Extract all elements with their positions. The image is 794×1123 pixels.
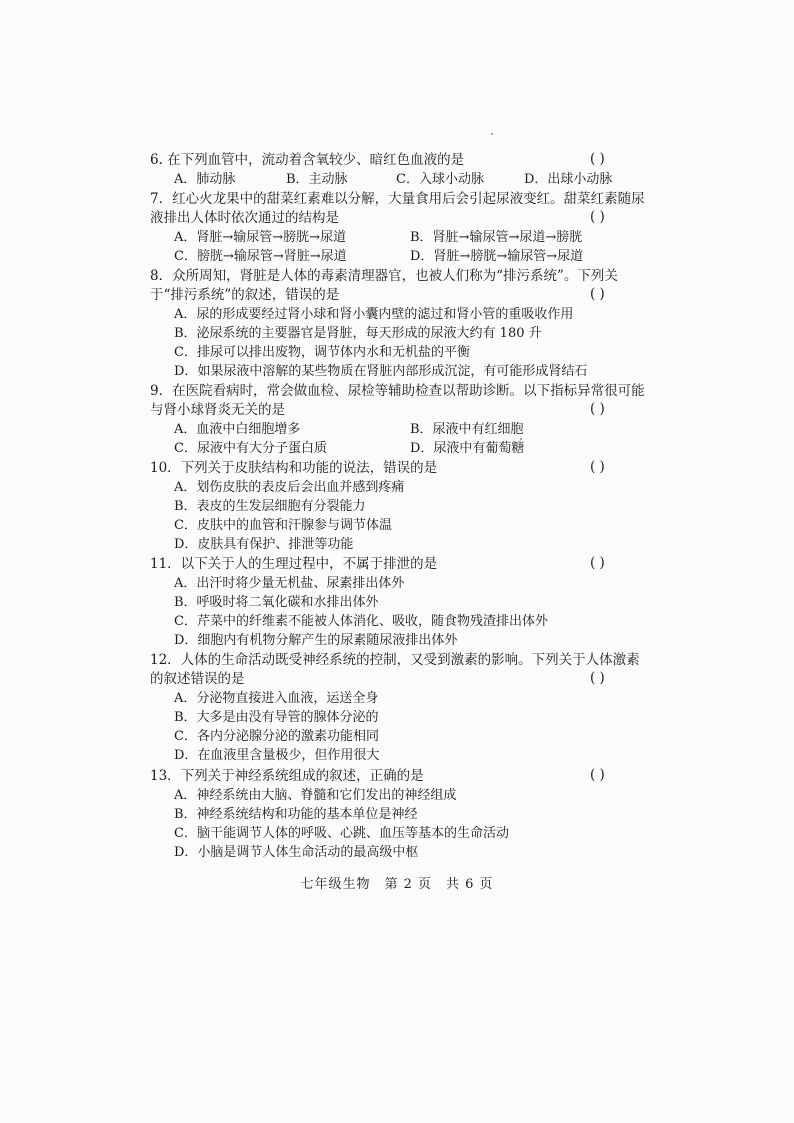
question-10 xyxy=(150,459,650,554)
options-row xyxy=(150,228,650,247)
answer-parentheses: ( ) xyxy=(590,459,605,475)
option-a: A．分泌物直接进入血液，运送全身 xyxy=(174,691,379,706)
option-a: A．肾脏→输尿管→膀胱→尿道 xyxy=(174,230,347,245)
option-d: D．出球小动脉 xyxy=(524,172,613,187)
question-stem xyxy=(150,651,650,689)
option-c: C．脑干能调节人体的呼吸、心跳、血压等基本的生命活动 xyxy=(174,826,509,841)
option-b: B．呼吸时将二氧化碳和水排出体外 xyxy=(174,595,379,610)
question-stem: 10．下列关于皮肤结构和功能的说法，错误的是 xyxy=(150,460,438,476)
option-d: D．皮肤具有保护、排泄等功能 xyxy=(174,537,354,552)
option-b: B．肾脏→输尿管→尿道→膀胱 xyxy=(410,230,583,245)
option-d: D．肾脏→膀胱→输尿管→尿道 xyxy=(410,249,584,264)
option-d: D．尿液中有葡萄糖 xyxy=(410,441,525,456)
option-c: C．各内分泌腺分泌的激素功能相同 xyxy=(174,729,379,744)
options-row xyxy=(150,420,650,439)
option-b: B．泌尿系统的主要器官是肾脏，每天形成的尿液大约有 180 升 xyxy=(174,326,542,341)
option-b: B．尿液中有红细胞 xyxy=(410,422,524,437)
answer-parentheses: ( ) xyxy=(590,401,605,417)
option-a: A．尿的形成要经过肾小球和肾小囊内壁的滤过和肾小管的重吸收作用 xyxy=(174,307,574,322)
question-stem-text: 12．人体的生命活动既受神经系统的控制，又受到激素的影响。下列关于人体激素的叙述错误的是 xyxy=(150,652,640,687)
scan-speck xyxy=(491,133,493,135)
option-d: D．细胞内有机物分解产生的尿素随尿液排出体外 xyxy=(174,633,458,648)
question-11 xyxy=(150,555,650,650)
question-stem-text: 7．红心火龙果中的甜菜红素难以分解，大量食用后会引起尿液变红。甜菜红素随尿液排出人体时依次通过的结构是 xyxy=(150,191,645,226)
options-row xyxy=(150,439,650,458)
answer-parentheses: ( ) xyxy=(590,151,605,167)
answer-parentheses: ( ) xyxy=(590,767,605,783)
option-d: D．如果尿液中溶解的某些物质在肾脏内部形成沉淀，有可能形成肾结石 xyxy=(174,364,588,379)
answer-parentheses: ( ) xyxy=(590,286,605,302)
answer-parentheses: ( ) xyxy=(590,555,605,571)
question-stem-text: 9．在医院看病时，常会做血检、尿检等辅助检查以帮助诊断。以下指标异常很可能与肾小球肾炎无关的是 xyxy=(150,383,645,418)
option-c: C．排尿可以排出废物，调节体内水和无机盐的平衡 xyxy=(174,345,470,360)
question-stem: 6. 在下列血管中，流动着含氧较少、暗红色血液的是 xyxy=(150,152,465,168)
option-b: B．主动脉 xyxy=(286,172,348,187)
answer-parentheses: ( ) xyxy=(590,209,605,225)
option-a: A．神经系统由大脑、脊髓和它们发出的神经组成 xyxy=(174,788,457,803)
question-stem xyxy=(150,382,650,420)
option-c: C．膀胱→输尿管→肾脏→尿道 xyxy=(174,249,347,264)
option-d: D．在血液里含量极少，但作用很大 xyxy=(174,748,380,763)
option-c: C．入球小动脉 xyxy=(396,172,484,187)
question-7 xyxy=(150,190,650,266)
question-stem xyxy=(150,267,650,305)
question-8 xyxy=(150,267,650,381)
option-a: A．肺动脉 xyxy=(174,172,236,187)
question-stem-text: 8．众所周知，肾脏是人体的毒素清理器官，也被人们称为“排污系统”。下列关于“排污系统”的叙述，错误的是 xyxy=(150,268,618,303)
question-13 xyxy=(150,767,650,862)
option-d: D．小脑是调节人体生命活动的最高级中枢 xyxy=(174,845,419,860)
page-footer: 七年级生物 第 2 页 共 6 页 xyxy=(300,877,494,892)
question-9 xyxy=(150,382,650,458)
answer-parentheses: ( ) xyxy=(590,670,605,686)
options-row xyxy=(150,247,650,266)
question-stem: 13．下列关于神经系统组成的叙述，正确的是 xyxy=(150,768,424,784)
option-a: A．血液中白细胞增多 xyxy=(174,422,301,437)
option-b: B．大多是由没有导管的腺体分泌的 xyxy=(174,710,379,725)
scan-speck xyxy=(520,438,522,440)
option-c: C．皮肤中的血管和汗腺参与调节体温 xyxy=(174,518,392,533)
option-a: A．划伤皮肤的表皮后会出血并感到疼痛 xyxy=(174,480,405,495)
question-6 xyxy=(150,151,650,189)
question-12 xyxy=(150,651,650,765)
question-stem: 11．以下关于人的生理过程中，不属于排泄的是 xyxy=(150,556,438,572)
option-b: B．表皮的生发层细胞有分裂能力 xyxy=(174,499,366,514)
option-a: A．出汗时将少量无机盐、尿素排出体外 xyxy=(174,576,405,591)
options-row xyxy=(150,170,650,189)
option-b: B．神经系统结构和功能的基本单位是神经 xyxy=(174,807,418,822)
option-c: C．芹菜中的纤维素不能被人体消化、吸收，随食物残渣排出体外 xyxy=(174,614,548,629)
option-c: C．尿液中有大分子蛋白质 xyxy=(174,441,327,456)
question-stem xyxy=(150,190,650,228)
